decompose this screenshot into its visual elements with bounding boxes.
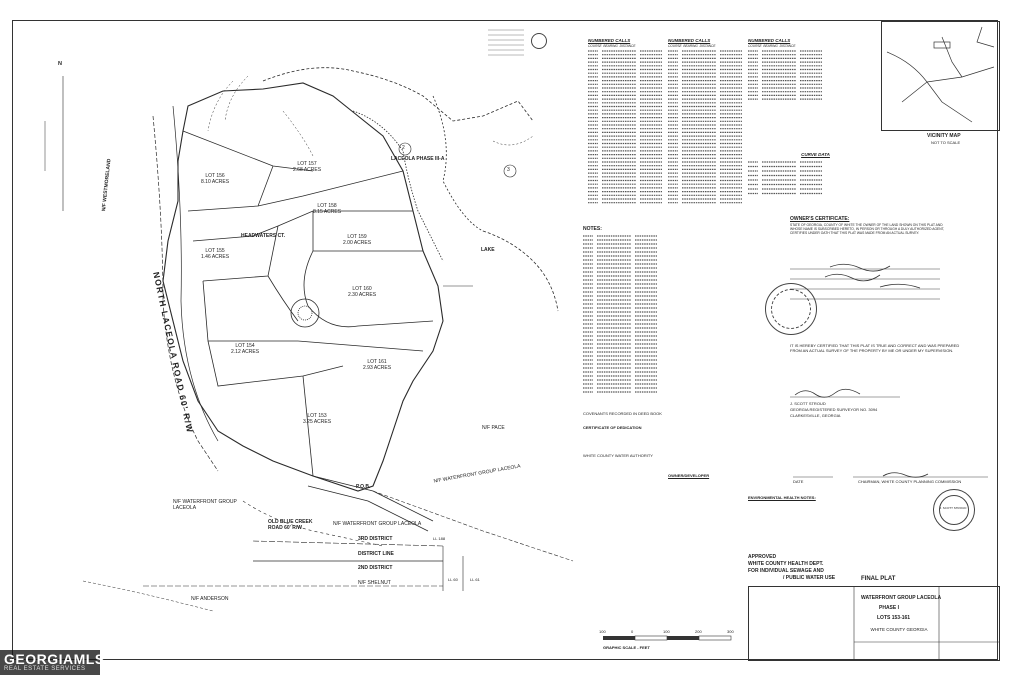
col-course-1: COURSE: [588, 43, 602, 48]
lot-161-name: LOT 161: [367, 359, 387, 365]
lot-154-acres: 2.12 ACRES: [231, 349, 260, 355]
nf-shelnut-label: N/F SHELNUT: [358, 580, 391, 586]
filed-record-note: [488, 26, 528, 66]
col-distance-3: DISTANCE: [779, 43, 796, 48]
environmental-health-heading: ENVIRONMENTAL HEALTH NOTES:: [748, 495, 816, 500]
lot-157-acres: 2.68 ACRES: [293, 167, 322, 173]
vicinity-map-title: VICINITY MAP: [927, 133, 961, 139]
lot-155-name: LOT 155: [205, 248, 225, 254]
north-laceola-road-label: NORTH LACEOLA ROAD 60' R/W: [151, 271, 196, 435]
lot-161-acres: 2.93 ACRES: [363, 365, 392, 371]
curve-data-rows: [748, 159, 883, 199]
curve-data-inner: [748, 153, 883, 157]
notary-seal-inner: [771, 289, 811, 329]
filed-record-lines: [488, 26, 528, 66]
surveyor-seal-name: J. SCOTT STROUD: [939, 506, 967, 510]
land-lot-188-label: LL 188: [433, 536, 446, 541]
white-county-water-authority: WHITE COUNTY WATER AUTHORITY: [583, 453, 653, 458]
circle-2-label: 2: [402, 145, 405, 151]
nf-waterfront-label-3: N/F WATERFRONT GROUP LACEOLA: [333, 521, 422, 527]
county-health-dept: WHITE COUNTY HEALTH DEPT.: [748, 561, 824, 567]
numbered-calls-title-3: NUMBERED CALLS: [748, 38, 791, 43]
georgia-mls-logo: [0, 650, 105, 675]
logo-brand: GEORGIAMLS: [4, 651, 105, 667]
owners-certificate-text: STATE OF GEORGIA, COUNTY OF WHITE THE OWNER OF THE LAND SHOWN ON THIS PLAT AND WHOSE NAME IS SUBSCRIBED HERETO, IN PERSON OR THROUGH A DULY AUTHORIZED AGENT, CERTIFIES UNDER OATH THAT THIS PLAT WAS MADE FROM AN ACTUAL SURVEY.: [790, 223, 945, 236]
col-course-3: COURSE: [748, 43, 762, 48]
notes-body: [583, 233, 743, 398]
numbered-calls-table-3: [748, 39, 823, 110]
lake-label: LAKE: [481, 247, 495, 253]
lot-156: [201, 173, 229, 185]
chairman-date-label: DATE: [793, 479, 804, 484]
surveyor-city: CLARKESVILLE, GEORGIA: [790, 413, 841, 418]
land-lot-61-label: LL 61: [470, 577, 480, 582]
nf-pace-label: N/F PACE: [482, 425, 505, 431]
lot-158-acres: 8.15 ACRES: [313, 209, 342, 215]
lot-158: [313, 203, 341, 215]
title-block-lines: [749, 587, 999, 660]
plat-map: [13, 21, 603, 661]
numbered-calls-table-1: [588, 39, 663, 210]
lot-159-acres: 2.00 ACRES: [343, 240, 372, 246]
lot-153-name: LOT 153: [307, 413, 327, 419]
scale-tick-3: 200: [695, 629, 702, 634]
final-plat-title: FINAL PLAT: [861, 576, 896, 582]
surveyor-signature: [790, 385, 910, 399]
curve-data-table: [748, 153, 883, 204]
laceola-phase-label: LACEOLA PHASE III-A: [391, 156, 445, 162]
phase-label: PHASE I: [879, 605, 900, 611]
nf-waterfront-label-2: N/F WATERFRONT GROUP LACEOLA: [173, 499, 237, 511]
logo-subtitle: REAL ESTATE SERVICES: [4, 666, 86, 672]
scale-tick-4: 300: [727, 629, 734, 634]
col-distance-1: DISTANCE: [619, 43, 636, 48]
chairman-label: CHAIRMAN, WHITE COUNTY PLANNING COMMISSION: [858, 479, 962, 484]
old-blue-creek-road-label: OLD BLUE CREEK ROAD 60' R/W: [268, 519, 313, 531]
lot-159: [343, 234, 371, 246]
covenants-note: COVENANTS RECORDED IN DEED BOOK: [583, 411, 662, 416]
lot-156-name: LOT 156: [205, 173, 225, 179]
surveyor-registration: GEORGIA REGISTERED SURVEYOR NO. 3094: [790, 407, 878, 412]
vicinity-map-drawing: [882, 22, 999, 130]
individual-sewage: FOR INDIVIDUAL SEWAGE AND: [748, 568, 824, 574]
lot-155-acres: 1.46 ACRES: [201, 254, 230, 260]
lot-155: [201, 248, 229, 260]
scale-tick-0: 100: [599, 629, 606, 634]
third-district-label: 3RD DISTRICT: [358, 536, 393, 542]
col-bearing-3: BEARING: [763, 43, 778, 48]
vicinity-map-subtitle: NOT TO SCALE: [931, 140, 961, 145]
curve-data-title: CURVE DATA: [801, 152, 830, 157]
certificate-dedication-heading: CERTIFICATE OF DEDICATION: [583, 425, 642, 430]
public-water-use: / PUBLIC WATER USE: [783, 575, 836, 581]
westmoreland-label: N/F WESTMORELAND: [101, 158, 113, 212]
numbered-calls-title-2: NUMBERED CALLS: [668, 38, 711, 43]
numbered-calls-rows-1: [588, 48, 663, 208]
owners-certificate-heading: OWNER'S CERTIFICATE:: [790, 216, 850, 222]
col-course-2: COURSE: [668, 43, 682, 48]
lot-154-name: LOT 154: [235, 343, 255, 349]
lot-160-name: LOT 160: [352, 286, 372, 292]
numbered-calls-table-2: [668, 39, 743, 210]
approved-label: APPROVED: [748, 554, 777, 560]
north-arrow-label: N: [58, 61, 62, 67]
lot-157-name: LOT 157: [297, 161, 317, 167]
col-bearing-2: BEARING: [683, 43, 698, 48]
county-label: WHITE COUNTY GEORGIA: [870, 627, 928, 632]
surveyor-name: J. SCOTT STROUD: [790, 401, 826, 406]
lot-158-name: LOT 158: [317, 203, 337, 209]
scale-tick-2: 100: [663, 629, 670, 634]
headwaters-ct-label: HEADWATERS CT.: [241, 233, 286, 239]
second-district-label: 2ND DISTRICT: [358, 565, 393, 571]
surveyor-certificate-text: IT IS HEREBY CERTIFIED THAT THIS PLAT IS TRUE AND CORRECT AND WAS PREPARED FROM AN ACTUAL SURVEY OF THE PROPERTY BY ME OR UNDER MY SUPERVISION.: [790, 343, 960, 353]
notes-heading: NOTES:: [583, 226, 602, 232]
lot-161: [363, 359, 391, 371]
col-bearing-1: BEARING: [603, 43, 618, 48]
lot-157: [293, 161, 321, 173]
lot-153: [303, 413, 331, 425]
vicinity-map: [881, 21, 1000, 131]
col-distance-2: DISTANCE: [699, 43, 716, 48]
district-line-label: DISTRICT LINE: [358, 551, 394, 557]
scale-tick-1: 0: [631, 629, 634, 634]
nf-anderson-label: N/F ANDERSON: [191, 596, 229, 602]
record-stamp: [531, 33, 547, 49]
prepared-for: WATERFRONT GROUP LACEOLA: [861, 595, 942, 601]
numbered-calls-title-1: NUMBERED CALLS: [588, 38, 631, 43]
land-lot-60-label: LL 60: [448, 577, 458, 582]
lot-153-acres: 3.25 ACRES: [303, 419, 332, 425]
plat-sheet: [12, 20, 998, 660]
lot-156-acres: 8.10 ACRES: [201, 179, 230, 185]
scale-bar: [603, 635, 738, 643]
lot-159-name: LOT 159: [347, 234, 367, 240]
nf-waterfront-label-1: N/F WATERFRONT GROUP LACEOLA: [433, 463, 522, 485]
circle-3-label: 3: [507, 167, 510, 173]
pob-label: P.O.B.: [356, 484, 371, 490]
lot-160-acres: 2.30 ACRES: [348, 292, 377, 298]
notes-text-lines: [583, 233, 743, 398]
numbered-calls-rows-3: [748, 48, 823, 108]
numbered-calls-rows-2: [668, 48, 743, 208]
lot-160: [348, 286, 376, 298]
graphic-scale-label: GRAPHIC SCALE - FEET: [603, 645, 650, 650]
owner-developer-heading: OWNER/DEVELOPER: [668, 473, 710, 478]
lot-154: [231, 343, 259, 355]
lots-label: LOTS 153-161: [877, 615, 911, 621]
